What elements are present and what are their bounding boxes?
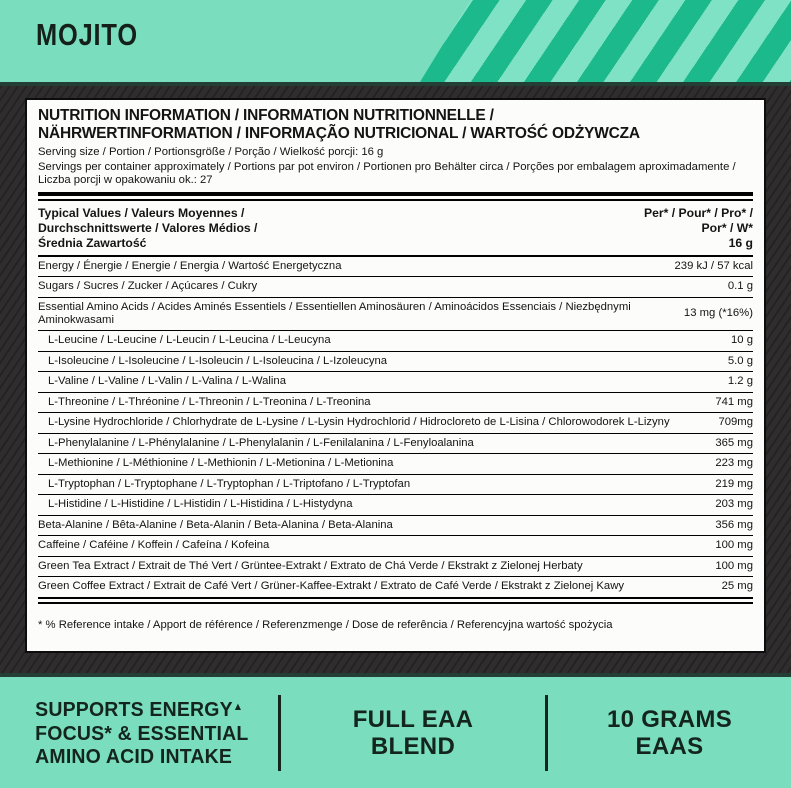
nutrient-label: Beta-Alanine / Bêta-Alanine / Beta-Alanin / Beta-Alanina / Beta-Alanina (38, 518, 393, 531)
nutrient-value: 13 mg (*16%) (683, 307, 753, 320)
claim-line: EAAS (635, 732, 704, 760)
nutrient-value: 100 mg (715, 559, 753, 572)
nutrient-label: L-Threonine / L-Thréonine / L-Threonin / L-Treonina / L-Treonina (48, 395, 371, 408)
claim-line: FOCUS* & ESSENTIAL (35, 721, 249, 745)
table-header-label-line-1: Typical Values / Valeurs Moyennes / (38, 205, 245, 220)
nutrition-row (38, 474, 753, 495)
nutrition-row (38, 556, 753, 577)
panel-title-line-2: NÄHRWERTINFORMATION / INFORMAÇÃO NUTRICIONAL / WARTOŚĆ ODŻYWCZA (38, 125, 640, 142)
nutrition-row (38, 494, 753, 515)
nutrient-value: 100 mg (715, 539, 753, 552)
reference-intake-footnote: * % Reference intake / Apport de référence / Referenzmenge / Dose de referência / Referencyjna wartość spożycia (38, 618, 613, 631)
claim-line: BLEND (370, 732, 456, 760)
nutrient-label: Caffeine / Caféine / Koffein / Cafeína / Kofeina (38, 539, 270, 552)
heavy-divider (38, 192, 753, 201)
nutrient-value: 0.1 g (727, 280, 753, 293)
table-header-label (38, 206, 257, 251)
table-header-label-line-3: Średnia Zawartość (38, 235, 147, 250)
nutrition-row (38, 576, 753, 597)
energy-footnote-mark: ▲ (232, 701, 244, 714)
footnote-divider (38, 597, 753, 604)
flavor-band (0, 0, 791, 86)
nutrition-row (38, 412, 753, 433)
servings-per-container-text: Servings per container approximately / Portions par pot environ / Portionen pro Behälter circa / Porções por embalagem aproximadamente / Liczba porcji w opakowaniu ok.: 27 (38, 160, 736, 186)
claim-line: AMINO ACID INTAKE (35, 745, 233, 769)
nutrition-row (38, 433, 753, 454)
claims-band (0, 673, 791, 788)
claim-10-grams-eaas (548, 706, 791, 760)
nutrient-label: L-Phenylalanine / L-Phénylalanine / L-Phenylalanin / L-Fenilalanina / L-Fenyloalanina (48, 436, 474, 449)
claim-full-eaa-blend (281, 706, 545, 760)
nutrient-label: Sugars / Sucres / Zucker / Açúcares / Cukry (38, 280, 258, 293)
claim-line: FULL EAA (352, 705, 474, 733)
nutrient-value: 219 mg (715, 477, 753, 490)
table-header-per-serving (644, 206, 753, 251)
nutrition-row (38, 535, 753, 556)
nutrient-label: Energy / Énergie / Energie / Energia / Wartość Energetyczna (38, 259, 342, 272)
table-header-per-line-3: 16 g (728, 235, 753, 250)
nutrient-label: Essential Amino Acids / Acides Aminés Essentiels / Essentiellen Aminosäuren / Aminoácidos Essenciais / Niezbędnymi Aminokwasami (38, 300, 631, 326)
nutrition-row (38, 453, 753, 474)
nutrient-label: L-Histidine / L-Histidine / L-Histidin / L-Histidina / L-Histydyna (48, 498, 353, 511)
serving-size-text: Serving size / Portion / Portionsgröße / Porção / Wielkość porcji: 16 g (38, 146, 384, 158)
claim-text: SUPPORTS ENERGY (35, 698, 233, 722)
table-header-per-line-1: Per* / Pour* / Pro* / (643, 205, 753, 220)
nutrient-label: L-Isoleucine / L-Isoleucine / L-Isoleucin / L-Isoleucina / L-Izoleucyna (48, 354, 388, 367)
nutrition-row (38, 392, 753, 413)
nutrition-panel (25, 98, 766, 653)
nutrient-label: L-Lysine Hydrochloride / Chlorhydrate de L-Lysine / L-Lysin Hydrochlorid / Hidrocloreto de L-Lisina / Chlorowodorek L-Lizyny (48, 416, 670, 429)
nutrition-row (38, 257, 753, 277)
nutrition-row (38, 276, 753, 297)
nutrient-label: L-Leucine / L-Leucine / L-Leucin / L-Leucina / L-Leucyna (48, 334, 331, 347)
nutrient-value: 709mg (718, 416, 753, 429)
nutrient-value: 25 mg (721, 580, 753, 593)
nutrient-label: Green Tea Extract / Extrait de Thé Vert / Grüntee-Extrakt / Extrato de Chá Verde / Ekstrakt z Zielonej Herbaty (38, 559, 583, 572)
nutrient-value: 223 mg (715, 457, 753, 470)
nutrient-value: 10 g (731, 334, 753, 347)
panel-title (38, 107, 753, 143)
nutrient-label: L-Valine / L-Valine / L-Valin / L-Valina / L-Walina (48, 375, 286, 388)
nutrient-value: 356 mg (715, 518, 753, 531)
nutrition-row (38, 351, 753, 372)
nutrient-label: Green Coffee Extract / Extrait de Café Vert / Grüner-Kaffee-Extrakt / Extrato de Café Verde / Ekstrakt z Zielonej Kawy (38, 580, 625, 593)
nutrition-row (38, 371, 753, 392)
table-header-row (38, 201, 753, 257)
nutrient-value: 203 mg (715, 498, 753, 511)
nutrient-value: 1.2 g (727, 375, 753, 388)
nutrient-value: 239 kJ / 57 kcal (674, 259, 753, 272)
nutrition-row (38, 330, 753, 351)
claim-supports-energy (0, 696, 264, 769)
flavor-name: MOJITO (36, 17, 138, 52)
nutrition-rows (38, 257, 753, 597)
table-header-per-line-2: Por* / W* (701, 220, 753, 235)
table-header-label-line-2: Durchschnittswerte / Valores Médios / (38, 220, 258, 235)
panel-title-line-1: NUTRITION INFORMATION / INFORMATION NUTRITIONNELLE / (38, 107, 494, 124)
diagonal-stripes-decoration (420, 0, 791, 82)
nutrient-value: 741 mg (715, 395, 753, 408)
nutrient-value: 5.0 g (727, 354, 753, 367)
nutrient-label: L-Methionine / L-Méthionine / L-Methionin / L-Metionina / L-Metionina (48, 457, 394, 470)
nutrition-row (38, 297, 753, 331)
nutrition-row (38, 515, 753, 536)
label-body (0, 86, 791, 673)
nutrient-value: 365 mg (715, 436, 753, 449)
nutrient-label: L-Tryptophan / L-Tryptophane / L-Tryptophan / L-Triptofano / L-Tryptofan (48, 477, 411, 490)
claim-line: 10 GRAMS (606, 705, 733, 733)
claim-line (35, 696, 264, 722)
